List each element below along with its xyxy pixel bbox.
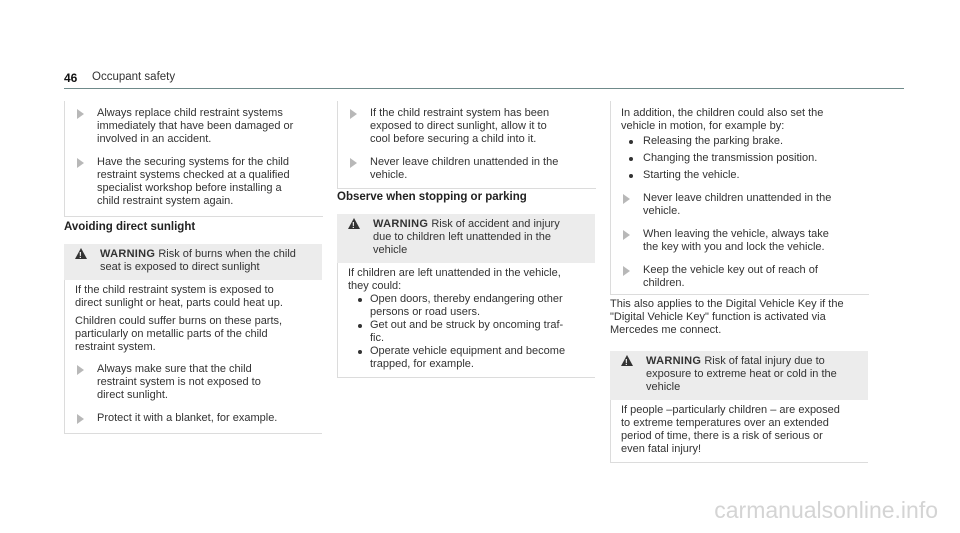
warning-box-sunlight <box>64 244 322 434</box>
arrow-icon <box>350 109 357 119</box>
warning-header: ! WARNING Risk of burns when the child seat is exposed to direct sunlight <box>64 244 322 280</box>
list-item: Open doors, thereby endangering other persons or road users. <box>348 293 587 319</box>
bullet-dot <box>358 298 362 302</box>
warning-label: WARNING <box>100 248 156 260</box>
list-item: When leaving the vehicle, always take the key with you and lock the vehicle. <box>611 228 869 254</box>
arrow-icon <box>623 194 630 204</box>
list-item: Get out and be struck by oncoming traf- fic. <box>348 319 587 345</box>
warning-triangle-icon <box>621 355 633 366</box>
arrow-icon <box>623 230 630 240</box>
list-item: Never leave children unattended in the vehicle. <box>611 192 869 218</box>
list-item: Always replace child restraint systems immediately that have been damaged or involved in an accident. <box>65 107 323 146</box>
warning-triangle-icon <box>348 218 360 229</box>
heading-avoiding-sunlight: Avoiding direct sunlight <box>64 221 196 233</box>
col3-box: In addition, the children could also set the vehicle in motion, for example by: Releasing the parking brake. Changing the transmission position. Starting the vehicle. Never leave children unattended in the vehicle. When leaving the vehicle, always take the key with you and lock the vehicle. Keep the vehicle key out of reach of children. <box>610 101 869 295</box>
digital-key-paragraph: This also applies to the Digital Vehicle Key if the "Digital Vehicle Key" function is activated via Mercedes me connect. <box>610 298 844 336</box>
list-item: Operate vehicle equipment and become trapped, for example. <box>348 345 587 371</box>
list-item: Never leave children unattended in the vehicle. <box>338 156 596 182</box>
arrow-icon <box>77 109 84 119</box>
list-item: Releasing the parking brake. <box>611 135 869 148</box>
bullet-dot <box>358 350 362 354</box>
warning-header: ! WARNING Risk of fatal injury due to exposure to extreme heat or cold in the vehicle <box>610 351 868 400</box>
list-item: Always make sure that the child restraint system is not exposed to direct sunlight. <box>75 363 314 402</box>
page-number: 46 <box>64 71 78 85</box>
warning-header: ! WARNING Risk of accident and injury due to children left unattended in the vehicle <box>337 214 595 263</box>
heading-stopping-parking: Observe when stopping or parking <box>337 191 527 203</box>
bullet-dot <box>629 174 633 178</box>
col1-bullet-box <box>64 101 323 217</box>
arrow-icon <box>77 414 84 424</box>
warning-body: If children are left unattended in the vehicle, they could: Open doors, thereby endangering other persons or road users. Get out and be struck by oncoming traf- fic. Operate vehicle equipment and become trapped, for example. <box>337 263 595 378</box>
arrow-icon <box>350 158 357 168</box>
header-rule <box>64 88 904 89</box>
bullet-dot <box>358 324 362 328</box>
arrow-icon <box>623 266 630 276</box>
warning-label: WARNING <box>646 355 702 367</box>
list-item: If the child restraint system has been exposed to direct sunlight, allow it to cool before securing a child into it. <box>338 107 596 146</box>
arrow-icon <box>77 158 84 168</box>
warning-body: If people –particularly children – are exposed to extreme temperatures over an extended period of time, there is a risk of serious or even fatal injury! <box>610 400 868 463</box>
list-item: Have the securing systems for the child restraint systems checked at a qualified specialist workshop before installing a child restraint system again. <box>65 156 323 208</box>
list-item: Keep the vehicle key out of reach of children. <box>611 264 869 290</box>
section-title: Occupant safety <box>92 71 176 83</box>
arrow-icon <box>77 365 84 375</box>
list-item: Protect it with a blanket, for example. <box>75 412 314 425</box>
bullet-dot <box>629 140 633 144</box>
warning-triangle-icon <box>75 248 87 259</box>
list-item: Starting the vehicle. <box>611 169 869 182</box>
watermark: carmanualsonline.info <box>714 497 938 523</box>
warning-label: WARNING <box>373 218 429 230</box>
col2-bullet-box <box>337 101 596 189</box>
list-item: Changing the transmission position. <box>611 152 869 165</box>
warning-body: If the child restraint system is exposed to direct sunlight or heat, parts could heat up. Children could suffer burns on these parts, particularly on metallic parts of the child restraint system. Always make sure that the child restraint system is not exposed to direct sunlight. Protect it with a blanket, for example. <box>64 280 322 434</box>
warning-box-parking <box>337 214 595 378</box>
warning-box-temperature <box>610 351 868 463</box>
bullet-dot <box>629 157 633 161</box>
